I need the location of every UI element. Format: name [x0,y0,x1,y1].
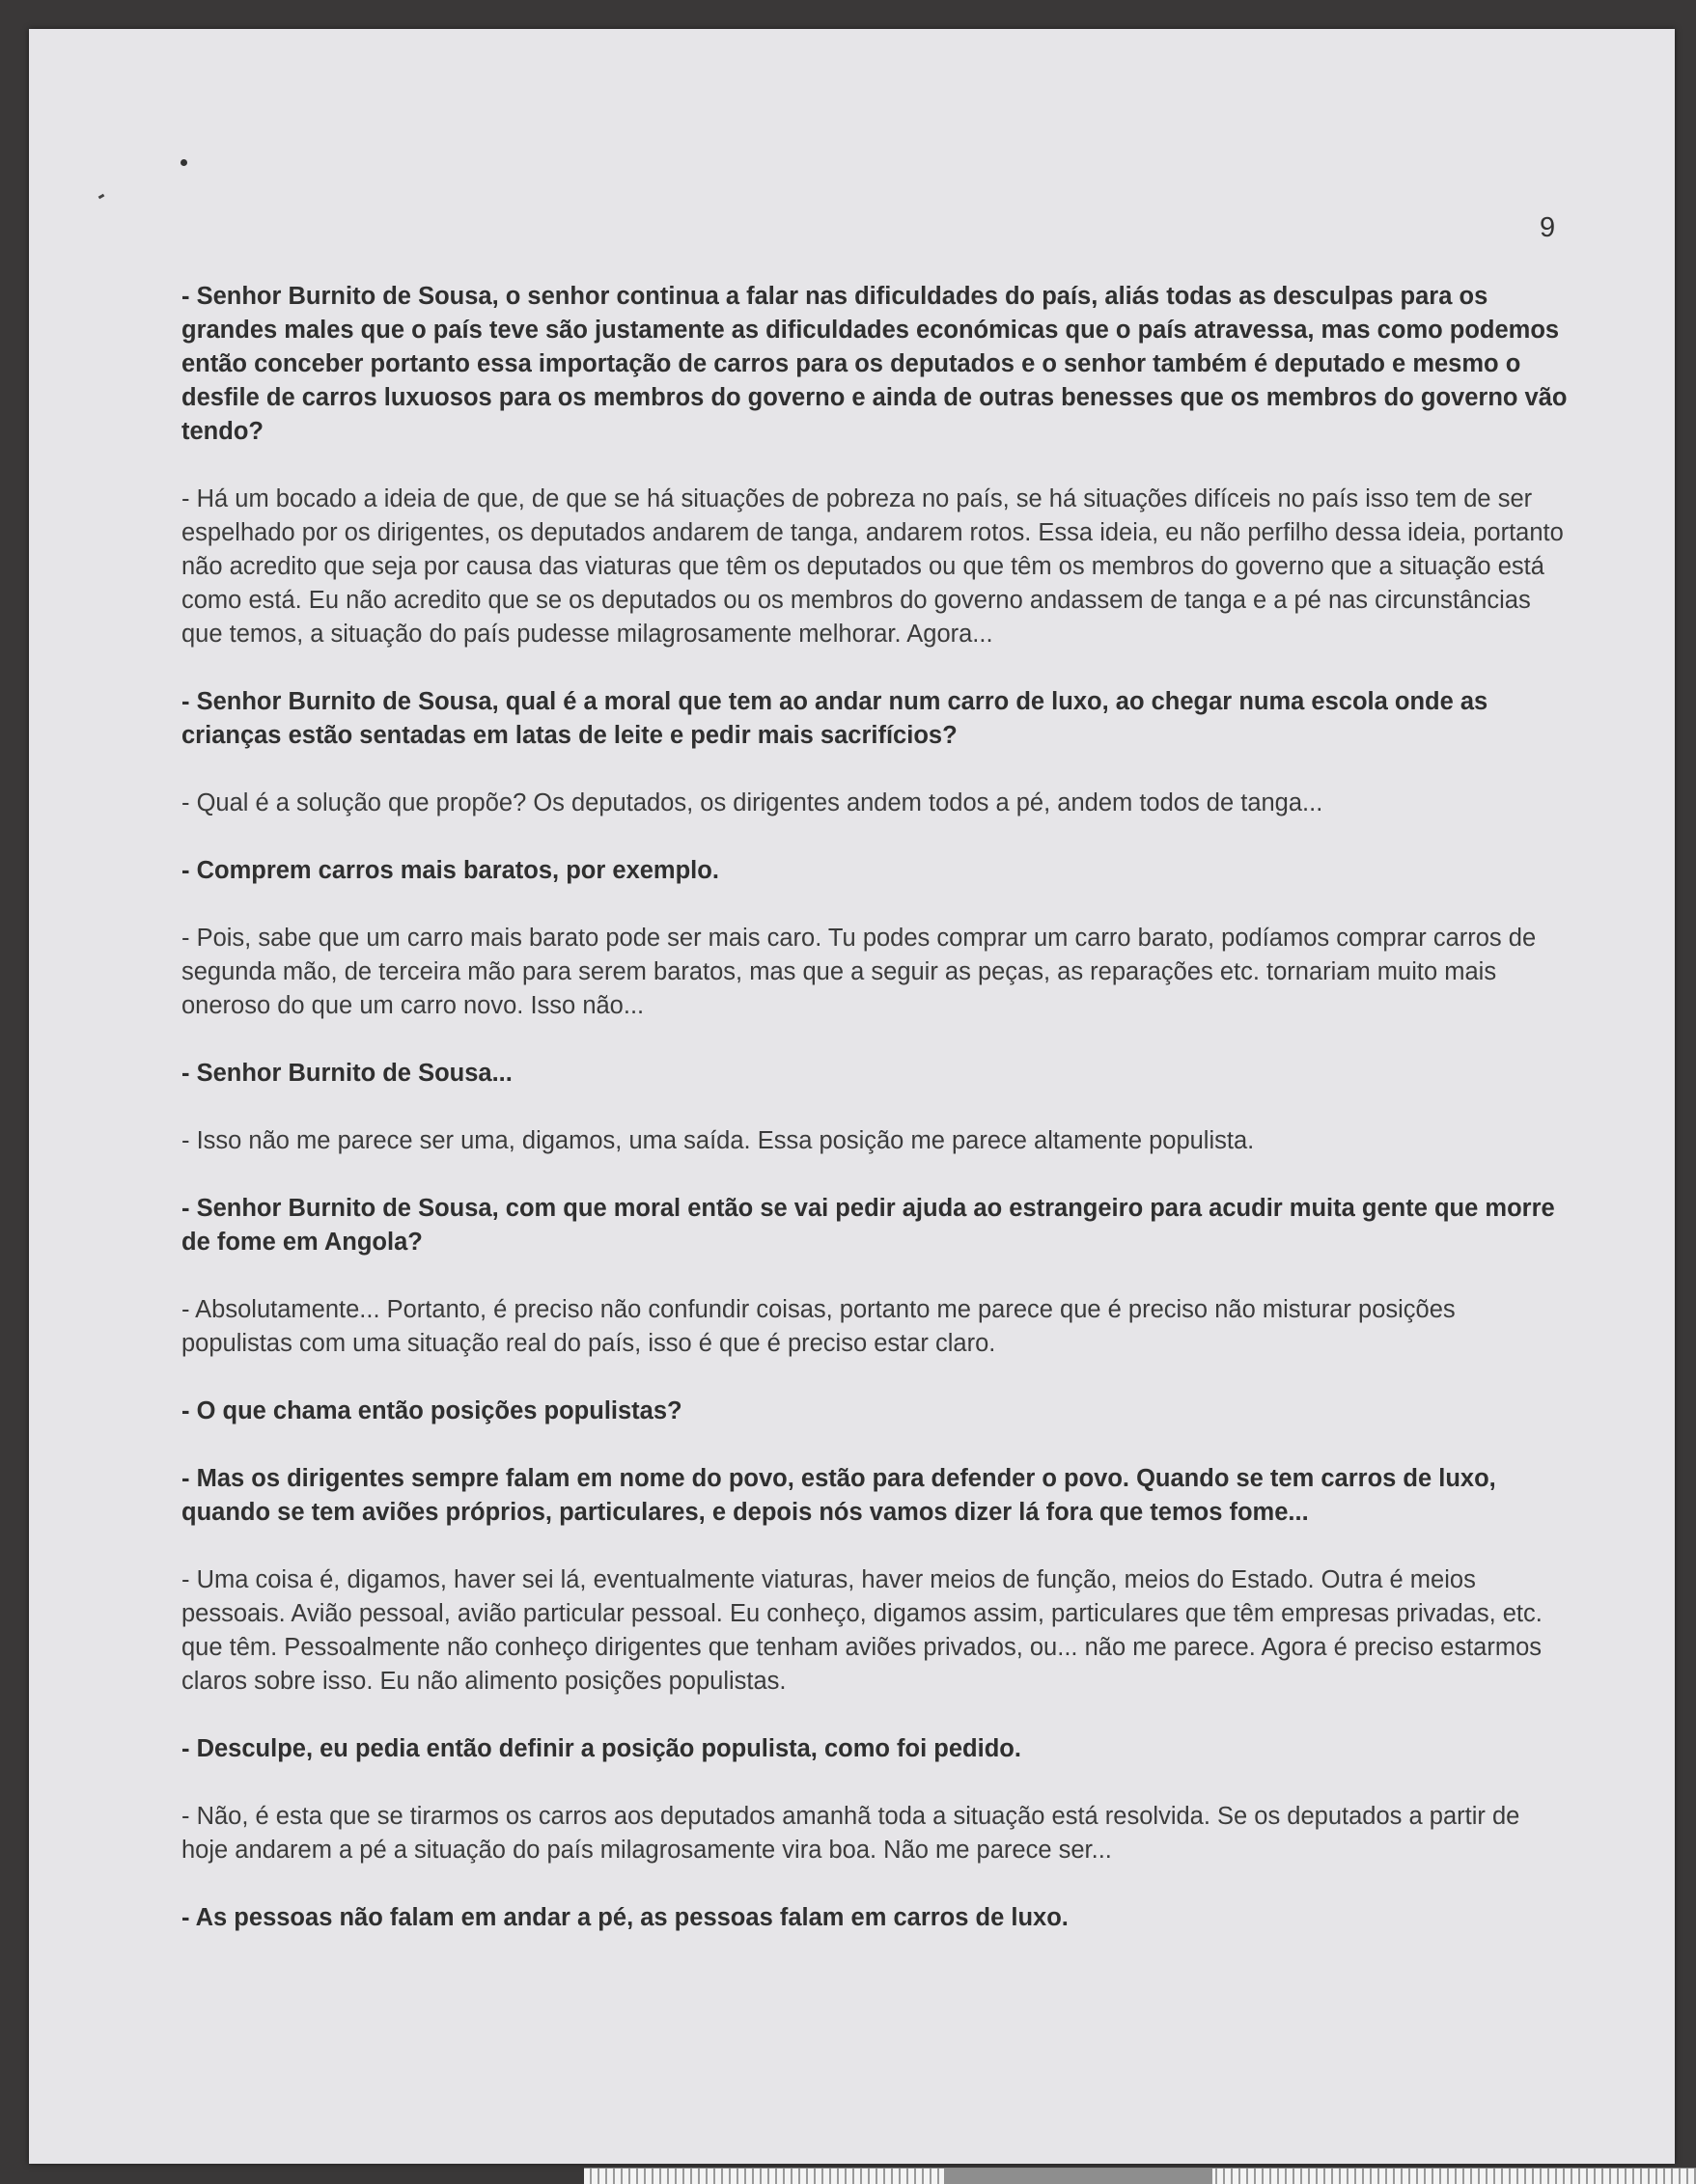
interviewer-question: - O que chama então posições populistas? [181,1397,682,1424]
interviewee-answer: - Há um bocado a ideia de que, de que se há situações de pobreza no país, se há situações difíceis no país isso tem de ser espelhado por os dirigentes, os deputados andarem de tanga, andarem rotos. Essa ideia, eu não perfilho dessa ideia, portanto não acredito que seja por causa das viaturas que têm os deputados ou que têm os membros do governo que a situação está como está. Eu não acredito que se os deputados ou os membros do governo andassem de tanga e a pé nas circunstâncias que temos, a situação do país pudesse milagrosamente melhorar. Agora... [181,485,1564,648]
interviewer-question: - Senhor Burnito de Sousa, com que moral então se vai pedir ajuda ao estrangeiro para acudir muita gente que morre de fome em Angola? [181,1195,1555,1256]
interviewer-question: - Mas os dirigentes sempre falam em nome do povo, estão para defender o povo. Quando se tem carros de luxo, quando se tem aviões próprios, particulares, e depois nós vamos dizer lá fora que temos fome... [181,1465,1496,1526]
scan-ruler-shadow [944,2169,1212,2184]
document-page [29,29,1675,2164]
ink-dot-mark [181,159,187,166]
interviewee-answer: - Uma coisa é, digamos, haver sei lá, eventualmente viaturas, haver meios de função, meios do Estado. Outra é meios pessoais. Avião pessoal, avião particular pessoal. Eu conheço, digamos assim, particulares que têm empresas privadas, etc. que têm. Pessoalmente não conheço dirigentes que tenham aviões privados, ou... não me parece. Agora é preciso estarmos claros sobre isso. Eu não alimento posições populistas. [181,1566,1543,1695]
interviewee-answer: - Isso não me parece ser uma, digamos, uma saída. Essa posição me parece altamente populista. [181,1127,1255,1154]
interviewer-question: - As pessoas não falam em andar a pé, as pessoas falam em carros de luxo. [181,1904,1069,1931]
interviewer-question: - Desculpe, eu pedia então definir a posição populista, como foi pedido. [181,1735,1021,1762]
interviewee-answer: - Absolutamente... Portanto, é preciso não confundir coisas, portanto me parece que é preciso não misturar posições populistas com uma situação real do país, isso é que é preciso estar claro. [181,1296,1456,1357]
transcript-body [181,280,1571,1969]
interviewee-answer: - Não, é esta que se tirarmos os carros aos deputados amanhã toda a situação está resolvida. Se os deputados a partir de hoje andarem a pé a situação do país milagrosamente vira boa. Não me parece ser... [181,1803,1520,1864]
interviewee-answer: - Pois, sabe que um carro mais barato pode ser mais caro. Tu podes comprar um carro barato, podíamos comprar carros de segunda mão, de terceira mão para serem baratos, mas que a seguir as peças, as reparações etc. tornariam muito mais oneroso do que um carro novo. Isso não... [181,925,1537,1019]
page-number: 9 [1540,212,1556,243]
interviewee-answer: - Qual é a solução que propõe? Os deputados, os dirigentes andem todos a pé, andem todos de tanga... [181,789,1323,816]
interviewer-question: - Senhor Burnito de Sousa... [181,1060,513,1087]
interviewer-question: - Comprem carros mais baratos, por exemplo. [181,857,719,884]
interviewer-question: - Senhor Burnito de Sousa, o senhor continua a falar nas dificuldades do país, aliás todas as desculpas para os grandes males que o país teve são justamente as dificuldades económicas que o país atravessa, mas como podemos então conceber portanto essa importação de carros para os deputados e o senhor também é deputado e mesmo o desfile de carros luxuosos para os membros do governo e ainda de outras benesses que os membros do governo vão tendo? [181,283,1568,445]
ink-tick-mark [98,194,105,200]
interviewer-question: - Senhor Burnito de Sousa, qual é a moral que tem ao andar num carro de luxo, ao chegar numa escola onde as crianças estão sentadas em latas de leite e pedir mais sacrifícios? [181,688,1488,749]
